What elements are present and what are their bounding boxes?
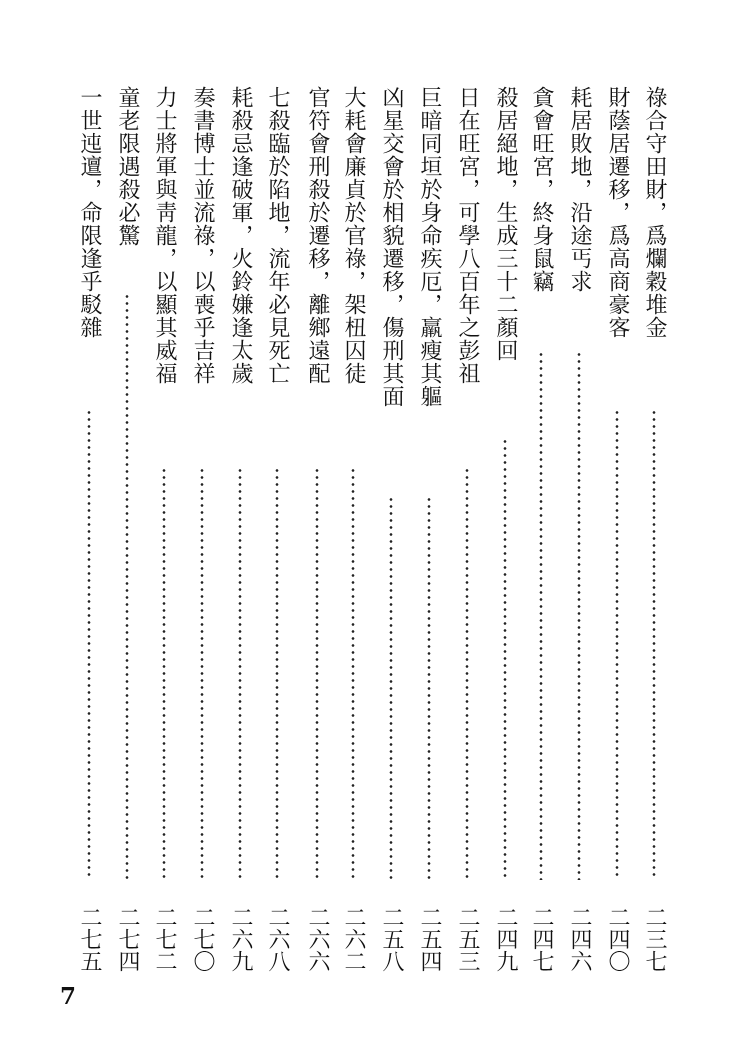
entry-page-number: 二五四 (417, 906, 442, 972)
leader-dots (351, 467, 355, 880)
toc-entry (188, 86, 216, 972)
leader-dots (427, 496, 431, 880)
entry-page-number: 二六六 (305, 906, 330, 972)
toc-entry (150, 86, 178, 972)
page-number: 7 (60, 983, 77, 1010)
toc-entry (263, 86, 291, 972)
entry-title: 祿合守田財，爲爛穀堆金 (642, 86, 667, 339)
toc-entry (527, 86, 555, 972)
entry-page-number: 二七五 (77, 906, 102, 972)
entry-title: 七殺臨於陷地，流年必見死亡 (265, 86, 290, 385)
entry-page-number: 二五三 (455, 906, 480, 972)
entry-title: 殺居絕地，生成三十二顏回 (493, 86, 518, 362)
entry-page-number: 二六八 (265, 906, 290, 972)
entry-page-number: 二五八 (379, 906, 404, 972)
toc-entry (603, 86, 631, 972)
toc-entry (303, 86, 331, 972)
toc-entry (75, 86, 103, 972)
toc-entry (339, 86, 367, 972)
leader-dots (389, 496, 393, 880)
entry-title: 大耗會廉貞於官祿，架杻囚徒 (341, 86, 366, 385)
toc-entry (377, 86, 405, 972)
toc-entry (226, 86, 254, 972)
leader-dots (652, 409, 656, 880)
entry-title: 一世迍邅，命限逢乎駁雜 (77, 86, 102, 339)
entry-page-number: 二三七 (642, 906, 667, 972)
toc-entry (415, 86, 443, 972)
leader-dots (465, 467, 469, 880)
entry-page-number: 二四七 (529, 906, 554, 972)
entry-page-number: 二四六 (567, 906, 592, 972)
entry-page-number: 二六二 (341, 906, 366, 972)
entry-title: 凶星交會於相貌遷移，傷刑其面 (379, 86, 404, 408)
leader-dots (315, 467, 319, 880)
leader-dots (200, 467, 204, 880)
entry-title: 貪會旺宮，終身鼠竊 (529, 86, 554, 293)
entry-title: 財蔭居遷移，爲高商豪客 (605, 86, 630, 339)
entry-title: 日在旺宮，可學八百年之彭祖 (455, 86, 480, 385)
leader-dots (162, 467, 166, 880)
entry-title: 官符會刑殺於遷移，離鄉遠配 (305, 86, 330, 385)
entry-page-number: 二七〇 (190, 906, 215, 972)
entry-title: 童老限遇殺必驚 (115, 86, 140, 247)
entry-title: 巨暗同垣於身命疾厄，羸瘦其軀 (417, 86, 442, 408)
toc-entry (113, 86, 141, 972)
toc-entry (491, 86, 519, 972)
entry-page-number: 二四〇 (605, 906, 630, 972)
entry-page-number: 二四九 (493, 906, 518, 972)
entry-page-number: 二七二 (152, 906, 177, 972)
entry-title: 耗殺忌逢破軍，火鈴嫌逢太歲 (228, 86, 253, 385)
entry-title: 力士將軍與靑龍，以顯其威福 (152, 86, 177, 385)
leader-dots (87, 409, 91, 880)
leader-dots (275, 467, 279, 880)
leader-dots (539, 351, 543, 880)
leader-dots (503, 438, 507, 880)
toc-entry (640, 86, 668, 972)
toc-entry (453, 86, 481, 972)
entry-title: 奏書博士並流祿，以喪乎吉祥 (190, 86, 215, 385)
leader-dots (125, 293, 129, 880)
entry-title: 耗居敗地，沿途丐求 (567, 86, 592, 293)
entry-page-number: 二七四 (115, 906, 140, 972)
leader-dots (615, 409, 619, 880)
leader-dots (577, 351, 581, 880)
leader-dots (238, 467, 242, 880)
entry-page-number: 二六九 (228, 906, 253, 972)
toc-entry (565, 86, 593, 972)
